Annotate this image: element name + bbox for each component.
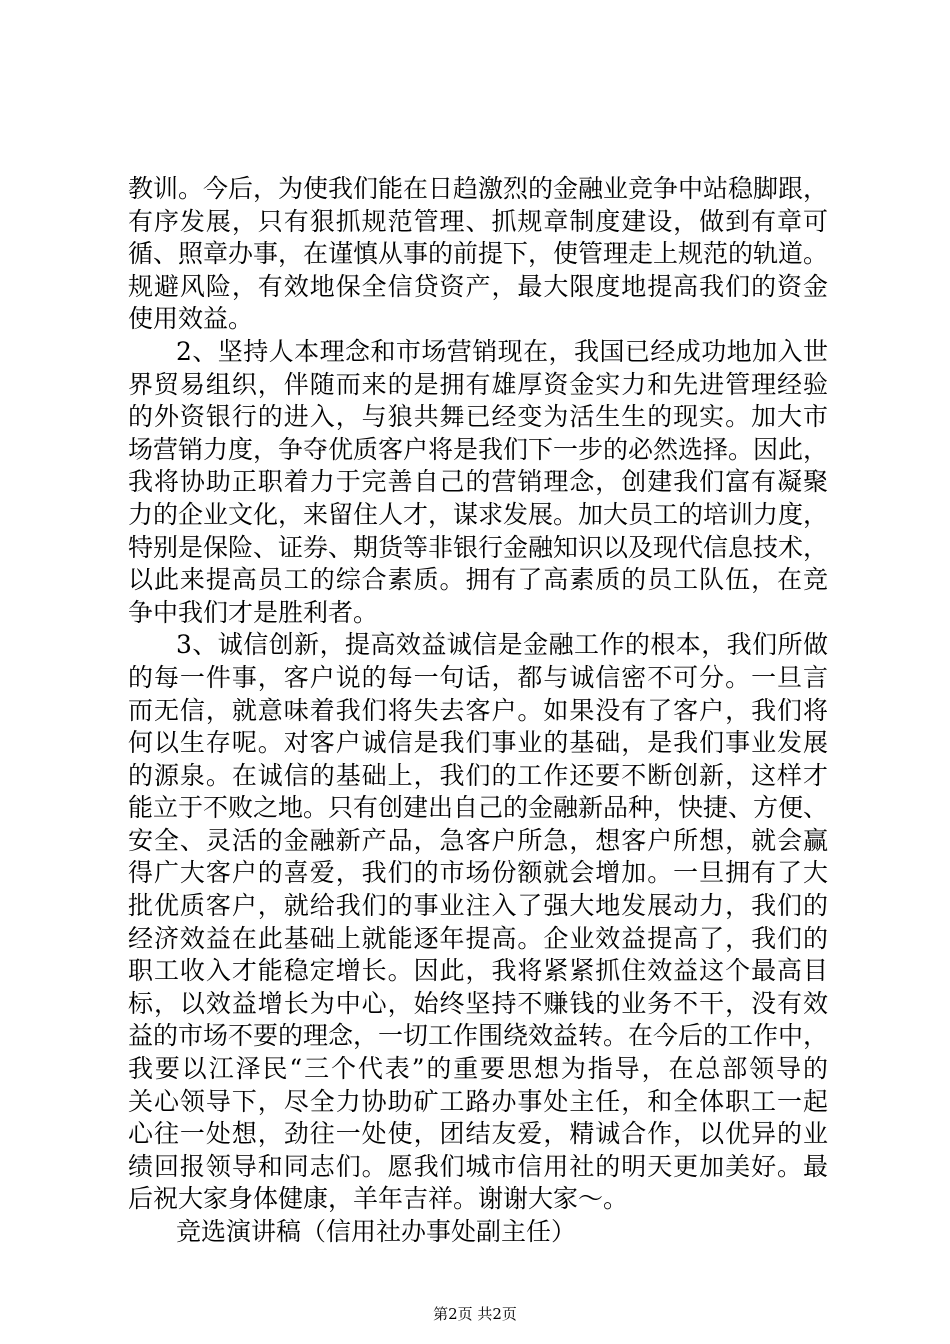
text-line: 争中我们才是胜利者。 — [128, 597, 379, 627]
text-line: 特别是保险、证券、期货等非银行金融知识以及现代信息技术， — [128, 532, 829, 562]
text-line: 的每一件事，客户说的每一句话，都与诚信密不可分。一旦言 — [128, 662, 828, 692]
text-line: 何以生存呢。对客户诚信是我们事业的基础，是我们事业发展 — [128, 728, 828, 758]
text-line: 的外资银行的进入，与狼共舞已经变为活生生的现实。加大市 — [128, 402, 828, 432]
text-line: 规避风险，有效地保全信贷资产，最大限度地提高我们的资金 — [128, 271, 828, 301]
text-line: 批优质客户，就给我们的事业注入了强大地发展动力，我们的 — [128, 891, 828, 921]
text-line: 循、照章办事，在谨慎从事的前提下，使管理走上规范的轨道。 — [128, 239, 829, 269]
text-line: 能立于不败之地。只有创建出自己的金融新品种，快捷、方便、 — [128, 793, 829, 823]
text-line: 后祝大家身体健康，羊年吉祥。谢谢大家～。 — [128, 1184, 629, 1214]
paragraph-start-line: 竞选演讲稿（信用社办事处副主任） — [176, 1217, 577, 1246]
page-footer: 第2页 共2页 — [433, 1305, 517, 1323]
text-line: 得广大客户的喜爱，我们的市场份额就会增加。一旦拥有了大 — [128, 858, 828, 888]
text-line: 而无信，就意味着我们将失去客户。如果没有了客户，我们将 — [128, 695, 828, 725]
text-line: 关心领导下，尽全力协助矿工路办事处主任，和全体职工一起 — [128, 1086, 828, 1116]
text-line: 教训。今后，为使我们能在日趋激烈的金融业竞争中站稳脚跟， — [128, 174, 829, 203]
text-line: 职工收入才能稳定增长。因此，我将紧紧抓住效益这个最高目 — [128, 956, 828, 986]
text-line: 我将协助正职着力于完善自己的营销理念，创建我们富有凝聚 — [128, 467, 828, 497]
text-line: 力的企业文化，来留住人才，谋求发展。加大员工的培训力度， — [128, 499, 829, 529]
paragraph-start-line: 2、坚持人本理念和市场营销现在，我国已经成功地加入世 — [176, 336, 828, 366]
text-line: 安全、灵活的金融新产品，急客户所急，想客户所想，就会赢 — [128, 825, 828, 855]
text-line: 有序发展，只有狠抓规范管理、抓规章制度建设，做到有章可 — [128, 206, 828, 236]
text-line: 场营销力度，争夺优质客户将是我们下一步的必然选择。因此， — [128, 434, 829, 464]
text-line: 绩回报领导和同志们。愿我们城市信用社的明天更加美好。最 — [128, 1151, 828, 1181]
text-line: 经济效益在此基础上就能逐年提高。企业效益提高了，我们的 — [128, 923, 828, 953]
text-line: 界贸易组织，伴随而来的是拥有雄厚资金实力和先进管理经验 — [128, 369, 828, 399]
document-body — [128, 173, 828, 1249]
text-line: 心往一处想，劲往一处使，团结友爱，精诚合作，以优异的业 — [128, 1119, 828, 1149]
text-line: 益的市场不要的理念，一切工作围绕效益转。在今后的工作中， — [128, 1021, 829, 1051]
text-line: 我要以江泽民“三个代表”的重要思想为指导，在总部领导的 — [128, 1054, 828, 1084]
paragraph-start-line: 3、诚信创新，提高效益诚信是金融工作的根本，我们所做 — [176, 630, 828, 660]
text-line: 的源泉。在诚信的基础上，我们的工作还要不断创新，这样才 — [128, 760, 828, 790]
text-line: 使用效益。 — [128, 304, 254, 334]
text-line: 以此来提高员工的综合素质。拥有了高素质的员工队伍，在竞 — [128, 565, 828, 595]
text-line: 标，以效益增长为中心，始终坚持不赚钱的业务不干，没有效 — [128, 988, 828, 1018]
